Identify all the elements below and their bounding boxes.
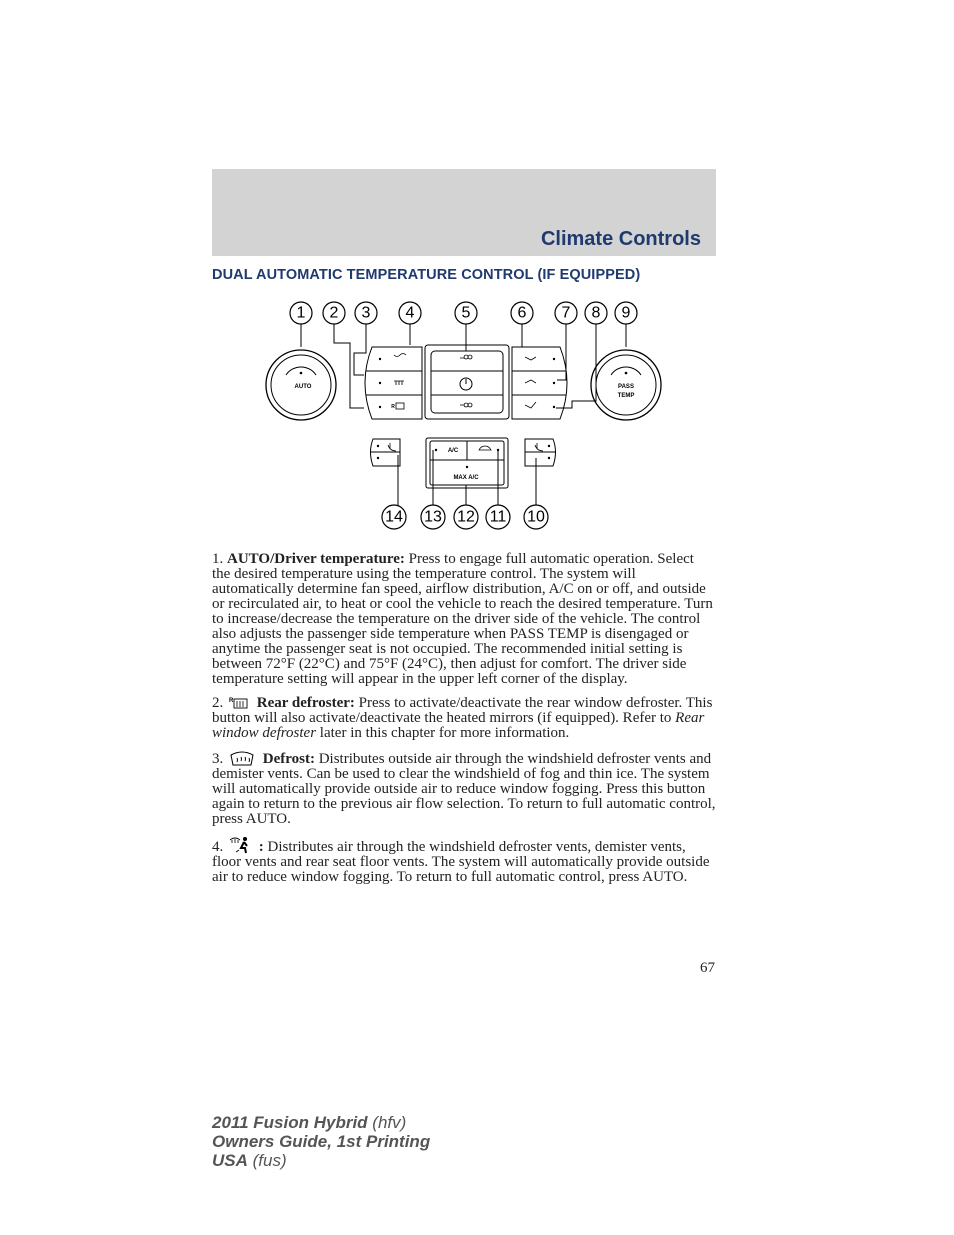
svg-text:13: 13 (424, 508, 442, 526)
svg-text:3: 3 (361, 304, 371, 322)
auto-label: AUTO (294, 384, 312, 390)
footer-market-code: (fus) (247, 1151, 287, 1170)
item-2 (212, 696, 716, 741)
svg-text:R: R (229, 698, 234, 704)
header-band (212, 169, 716, 256)
callout-2 (323, 302, 345, 324)
item-1-number: 1. (212, 551, 224, 567)
item-1-text: Press to engage full automatic operation. Select the desired temperature using the temperature control. The system will automatically determine fan speed, airflow distribution, A/C on or off, and outside or recirculated air, to heat or cool the vehicle to reach the desired temperature. Turn to increase/decrease the temperature on the driver side of the vehicle. The control also adjusts the passenger side temperature when PASS TEMP is disengaged or anytime the passenger seat is not occupied. The recommended initial setting is between 72°F (22°C) and 75°F (24°C), then adjust for comfort. The driver side temperature setting will appear in the upper left corner of the display. (212, 551, 713, 687)
callout-13 (421, 505, 445, 529)
item-3 (212, 750, 716, 827)
callout-7 (555, 302, 577, 324)
section-title: Climate Controls (540, 228, 701, 250)
callout-6 (511, 302, 533, 324)
item-2-title: Rear defroster: (256, 695, 355, 711)
svg-text:5: 5 (461, 304, 471, 322)
defrost-floor-icon (229, 836, 251, 854)
item-1-title: AUTO/Driver temperature: (227, 551, 405, 567)
item-2-text-after: later in this chapter for more information. (319, 725, 570, 741)
callout-4 (399, 302, 421, 324)
item-4-number: 4. (212, 839, 224, 855)
item-3-number: 3. (212, 751, 224, 767)
item-4-title: : (258, 839, 264, 855)
rear-defrost-letter: R (391, 404, 395, 410)
callout-11 (486, 505, 510, 529)
callout-10 (524, 505, 548, 529)
defrost-icon (229, 750, 255, 766)
svg-text:14: 14 (385, 508, 403, 526)
svg-text:12: 12 (457, 508, 475, 526)
ac-label: A/C (447, 448, 459, 454)
svg-text:4: 4 (405, 304, 415, 322)
body-text (212, 552, 716, 894)
max-ac-label: MAX A/C (453, 475, 479, 481)
callout-12 (454, 505, 478, 529)
footer-market: USA (212, 1151, 248, 1170)
footer-model: 2011 Fusion Hybrid (212, 1113, 368, 1132)
svg-text:7: 7 (561, 304, 571, 322)
svg-text:8: 8 (591, 304, 601, 322)
item-2-number: 2. (212, 695, 224, 711)
callout-5 (455, 302, 477, 324)
callout-8 (585, 302, 607, 324)
svg-text:2: 2 (329, 304, 339, 322)
callout-3 (355, 302, 377, 324)
svg-text:9: 9 (621, 304, 631, 322)
svg-text:10: 10 (527, 508, 545, 526)
callout-9 (615, 302, 637, 324)
svg-text:6: 6 (517, 304, 527, 322)
svg-text:11: 11 (489, 508, 507, 526)
item-2-reference: Rear window defroster (212, 710, 705, 741)
item-4 (212, 836, 716, 885)
item-4-text: Distributes air through the windshield defroster vents, demister vents, floor vents and rear seat floor vents. The system will automatically provide outside air to reduce window fogging. To return to full automatic control, press AUTO. (212, 839, 710, 885)
item-1 (212, 552, 716, 687)
svg-text:1: 1 (296, 304, 306, 322)
footer (212, 1113, 430, 1170)
item-2-text-before: Press to activate/deactivate the rear window defroster. This button will also activate/deactivate the heated mirrors (if equipped). Refer to (212, 695, 713, 726)
footer-guide: Owners Guide, 1st Printing (212, 1132, 431, 1151)
pass-label: PASS (618, 384, 634, 390)
item-3-text: Distributes outside air through the windshield defroster vents and demister vents. Can be used to clear the windshield of fog and thin ice. The system will automatically provide outside air to reduce window fogging. Press this button again to return to the previous air flow selection. To return to full automatic control, press AUTO. (212, 751, 716, 827)
item-3-title: Defrost: (262, 751, 315, 767)
temp-label: TEMP (617, 393, 635, 399)
rear-defrost-icon (229, 696, 249, 710)
page-number: 67 (700, 960, 715, 976)
callout-14 (382, 505, 406, 529)
footer-model-code: (hfv) (367, 1113, 407, 1132)
callout-1 (290, 302, 312, 324)
climate-control-diagram (260, 295, 670, 535)
subheading: DUAL AUTOMATIC TEMPERATURE CONTROL (IF EQUIPPED) (212, 267, 641, 283)
